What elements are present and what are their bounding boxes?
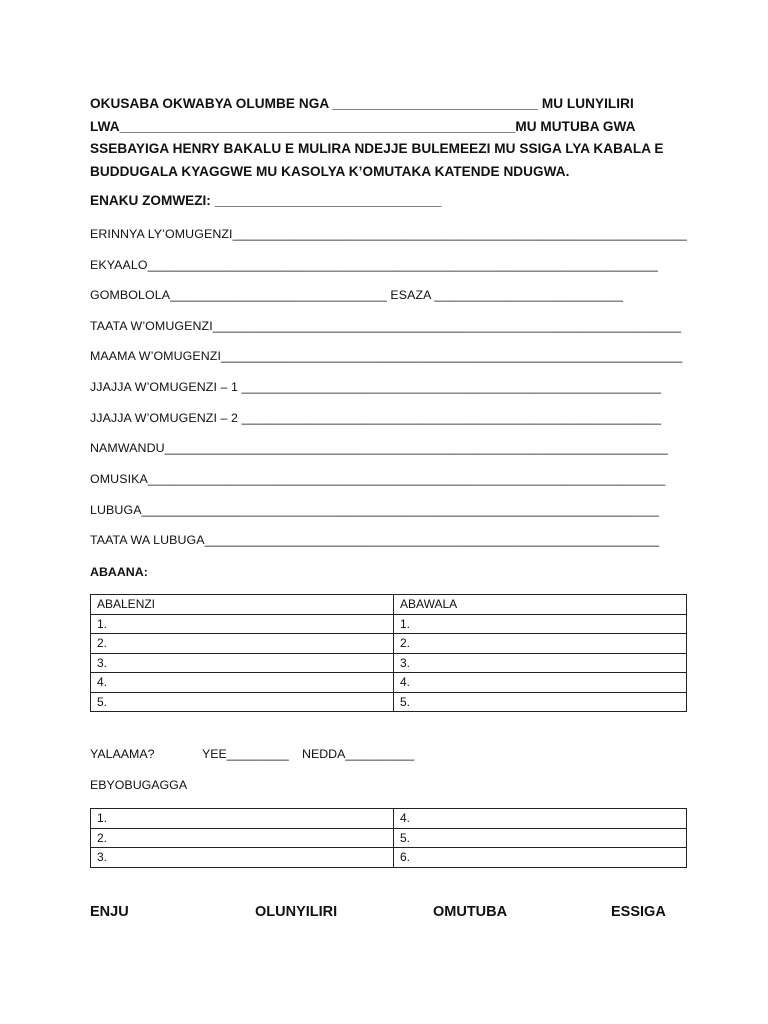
table-cell[interactable]: 1. [394, 614, 687, 634]
table-cell[interactable]: 4. [91, 673, 394, 693]
table-row [91, 673, 687, 693]
table-cell[interactable]: 3. [394, 653, 687, 673]
table-row [91, 848, 687, 868]
field-lubuga-father[interactable]: TAATA WA LUBUGA_________________________________________________________________ [90, 533, 660, 547]
table-row [91, 692, 687, 712]
table-row [91, 595, 687, 615]
table-cell[interactable]: 4. [394, 673, 687, 693]
table-cell[interactable]: 1. [91, 614, 394, 634]
table-cell[interactable]: 5. [394, 828, 687, 848]
assets-label: EBYOBUGAGGA [90, 778, 188, 792]
will-question: YALAAMA? [90, 747, 155, 761]
children-label: ABAANA: [90, 565, 148, 579]
table-cell[interactable]: 5. [394, 692, 687, 712]
assets-table [90, 808, 687, 868]
field-grandparent-1[interactable]: JJAJJA W’OMUGENZI – 1 ____________________________________________________________ [90, 380, 662, 394]
field-widow[interactable]: NAMWANDU________________________________________________________________________ [90, 441, 669, 455]
footer-enju: ENJU [90, 904, 129, 920]
field-subcounty-county[interactable]: GOMBOLOLA_______________________________ ESAZA ___________________________ [90, 288, 624, 302]
field-village[interactable]: EKYAALO_________________________________________________________________________ [90, 258, 658, 272]
table-row [91, 653, 687, 673]
table-cell[interactable]: 3. [91, 848, 394, 868]
header-boys: ABALENZI [91, 595, 394, 615]
heading-line-3: SSEBAYIGA HENRY BAKALU E MULIRA NDEJJE BULEMEEZI MU SSIGA LYA KABALA E [90, 141, 664, 156]
footer-olunyiliri: OLUNYILIRI [255, 904, 338, 920]
footer-omutuba: OMUTUBA [433, 904, 508, 920]
table-cell[interactable]: 2. [394, 634, 687, 654]
heading-line-4: BUDDUGALA KYAGGWE MU KASOLYA K’OMUTAKA KATENDE NDUGWA. [90, 163, 570, 179]
will-no-field[interactable]: NEDDA__________ [302, 747, 415, 761]
field-lubuga[interactable]: LUBUGA__________________________________________________________________________ [90, 503, 659, 517]
field-father[interactable]: TAATA W’OMUGENZI___________________________________________________________________ [90, 319, 682, 333]
table-cell[interactable]: 6. [394, 848, 687, 868]
field-heir[interactable]: OMUSIKA__________________________________________________________________________ [90, 472, 666, 486]
table-row [91, 634, 687, 654]
will-yes-field[interactable]: YEE_________ [202, 747, 289, 761]
table-cell[interactable]: 4. [394, 809, 687, 829]
header-girls: ABAWALA [394, 595, 687, 615]
table-row [91, 828, 687, 848]
form-heading [90, 93, 680, 183]
footer-essiga: ESSIGA [611, 904, 666, 920]
date-field[interactable]: ENAKU ZOMWEZI: ______________________________ [90, 193, 442, 208]
table-cell[interactable]: 3. [91, 653, 394, 673]
children-table [90, 594, 687, 712]
will-row [90, 747, 414, 761]
field-deceased-name[interactable]: ERINNYA LY’OMUGENZI_________________________________________________________________ [90, 227, 687, 241]
field-grandparent-2[interactable]: JJAJJA W’OMUGENZI – 2 ____________________________________________________________ [90, 411, 662, 425]
table-row [91, 614, 687, 634]
table-cell[interactable]: 5. [91, 692, 394, 712]
heading-line-1: OKUSABA OKWABYA OLUMBE NGA ___________________________ MU LUNYILIRI [90, 96, 634, 111]
table-cell[interactable]: 2. [91, 634, 394, 654]
table-cell[interactable]: 1. [91, 809, 394, 829]
field-mother[interactable]: MAAMA W’OMUGENZI__________________________________________________________________ [90, 349, 683, 363]
table-cell[interactable]: 2. [91, 828, 394, 848]
table-row [91, 809, 687, 829]
heading-line-2: LWA____________________________________________________MU MUTUBA GWA [90, 118, 636, 134]
